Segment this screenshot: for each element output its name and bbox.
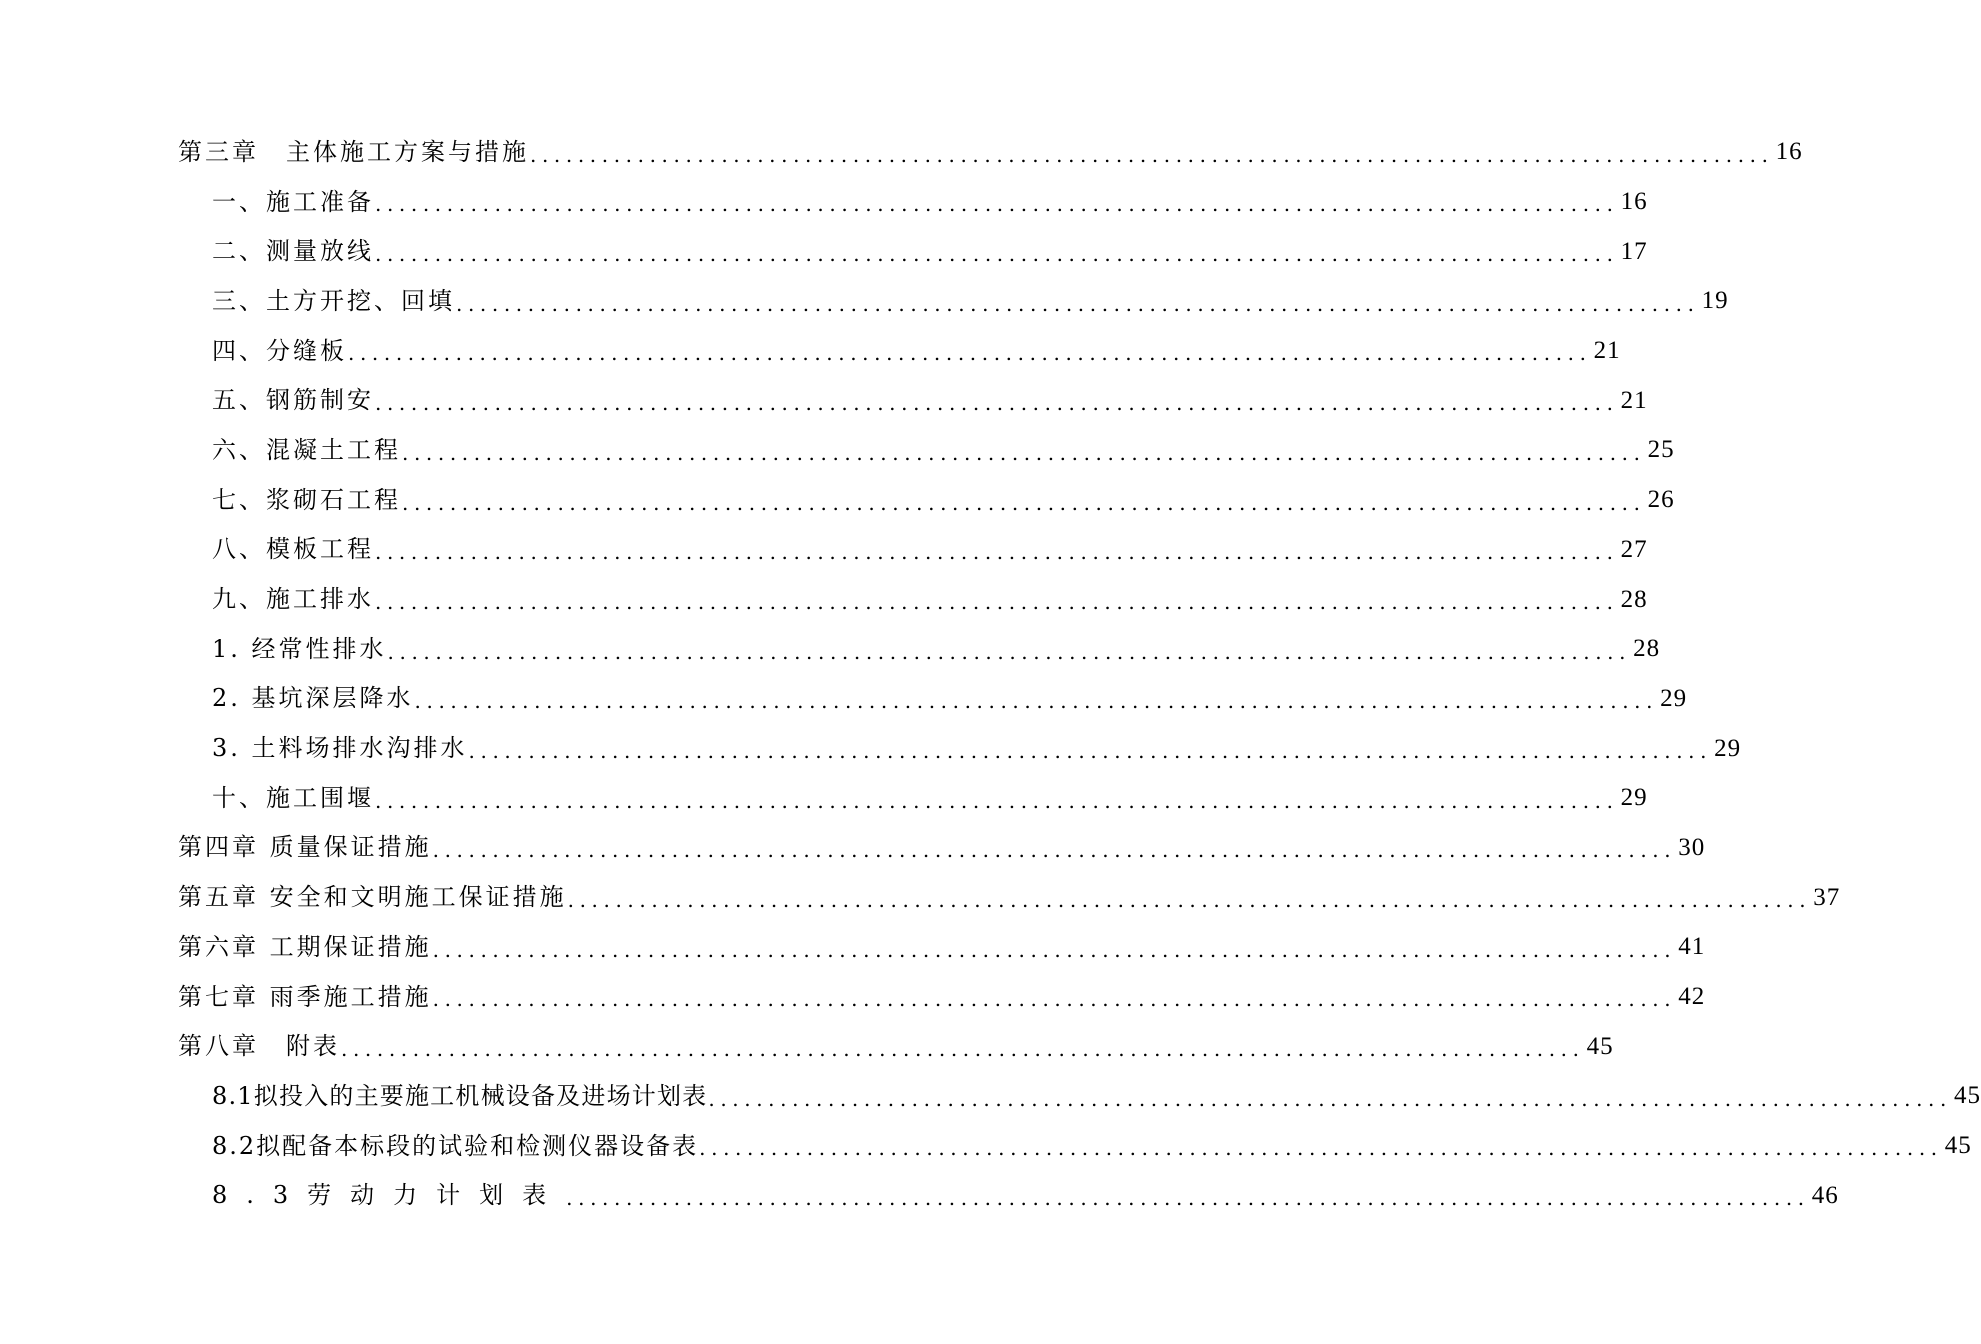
toc-leader-dots: ........................................................................................................ <box>468 738 1713 763</box>
toc-entry-page: 25 <box>1647 436 1675 464</box>
toc-entry-subsection-9-1[interactable] <box>0 624 1661 674</box>
toc-entry-title: 8.3劳动力计划表 <box>212 1181 566 1210</box>
toc-leader-dots: ........................................................................................................ <box>567 888 1812 912</box>
toc-entry-title: 四、分缝板 <box>212 336 347 365</box>
toc-entry-title: 8.1拟投入的主要施工机械设备及进场计划表 <box>212 1081 708 1110</box>
toc-entry-title: 五、钢筋制安 <box>212 386 374 415</box>
toc-entry-page: 41 <box>1678 933 1706 961</box>
toc-entry-page: 37 <box>1813 883 1841 911</box>
toc-leader-dots: ........................................................................................................ <box>432 937 1677 962</box>
toc-entry-title: 三、土方开挖、回填 <box>212 286 455 315</box>
toc-leader-dots: ........................................................................................................ <box>375 242 1619 267</box>
toc-entry-page: 29 <box>1714 734 1742 762</box>
toc-leader-dots: ........................................................................................................ <box>341 1037 1585 1062</box>
toc-entry-title: 3. 土料场排水沟排水 <box>212 734 468 763</box>
toc-entry-appendix-8-1[interactable] <box>0 1071 1981 1121</box>
toc-entry-page: 26 <box>1647 486 1675 514</box>
toc-entry-page: 46 <box>1811 1181 1839 1209</box>
toc-entry-page: 42 <box>1678 983 1706 1011</box>
toc-entry-section-9[interactable] <box>0 574 1648 624</box>
toc-entry-title: 一、施工准备 <box>212 187 374 216</box>
toc-leader-dots: ........................................................................................................ <box>375 540 1619 565</box>
toc-entry-section-4[interactable] <box>0 326 1621 376</box>
toc-leader-dots: ........................................................................................................ <box>699 1136 1943 1161</box>
toc-entry-appendix-8-3[interactable] <box>0 1170 1839 1220</box>
toc-entry-title: 第六章 工期保证措施 <box>178 932 432 961</box>
toc-entry-page: 28 <box>1633 635 1661 663</box>
toc-leader-dots: ........................................................................................................ <box>432 987 1677 1012</box>
toc-entry-title: 1. 经常性排水 <box>212 634 387 663</box>
toc-entry-page: 29 <box>1660 684 1688 712</box>
toc-entry-title: 第四章 质量保证措施 <box>178 833 432 862</box>
toc-entry-title: 8.2拟配备本标段的试验和检测仪器设备表 <box>212 1131 699 1160</box>
toc-entry-title: 2. 基坑深层降水 <box>212 684 414 713</box>
toc-entry-page: 17 <box>1620 237 1648 265</box>
toc-entry-page: 45 <box>1586 1032 1614 1060</box>
toc-entry-title: 六、混凝土工程 <box>212 435 401 464</box>
toc-leader-dots: ........................................................................................................ <box>456 291 1700 316</box>
toc-entry-page: 19 <box>1701 287 1729 315</box>
toc-entry-section-5[interactable] <box>0 375 1648 425</box>
toc-entry-page: 45 <box>1953 1082 1981 1110</box>
table-of-contents <box>0 127 1981 1220</box>
toc-entry-section-8[interactable] <box>0 525 1648 575</box>
toc-entry-appendix-8-2[interactable] <box>0 1121 1972 1171</box>
toc-entry-subsection-9-3[interactable] <box>0 723 1742 773</box>
toc-entry-title: 二、测量放线 <box>212 237 374 266</box>
toc-entry-page: 27 <box>1620 535 1648 563</box>
toc-entry-title: 第八章 附表 <box>178 1032 340 1061</box>
toc-entry-page: 21 <box>1620 386 1648 414</box>
toc-entry-page: 16 <box>1620 188 1648 216</box>
toc-leader-dots: ........................................................................................................ <box>375 192 1619 217</box>
toc-entry-page: 21 <box>1593 337 1621 365</box>
toc-entry-page: 45 <box>1944 1132 1972 1160</box>
toc-entry-chapter-5[interactable] <box>0 872 1841 922</box>
toc-leader-dots: ........................................................................................................ <box>402 440 1646 465</box>
toc-entry-page: 29 <box>1620 784 1648 812</box>
toc-entry-title: 八、模板工程 <box>212 535 374 564</box>
toc-entry-chapter-4[interactable] <box>0 823 1706 873</box>
toc-leader-dots: ........................................................................................................ <box>387 639 1632 664</box>
toc-entry-chapter-6[interactable] <box>0 922 1706 972</box>
toc-entry-title: 九、施工排水 <box>212 585 374 614</box>
toc-entry-title: 第七章 雨季施工措施 <box>178 982 432 1011</box>
toc-leader-dots: ........................................................................................................ <box>566 1186 1810 1211</box>
toc-leader-dots: ........................................................................................................ <box>348 341 1592 366</box>
toc-leader-dots: ........................................................................................................ <box>708 1086 1952 1111</box>
toc-leader-dots: ........................................................................................................ <box>375 391 1619 416</box>
toc-leader-dots: ........................................................................................................ <box>530 142 1774 167</box>
toc-leader-dots: ........................................................................................................ <box>402 490 1646 515</box>
toc-entry-title: 第三章 主体施工方案与措施 <box>178 137 529 166</box>
toc-entry-title: 十、施工围堰 <box>212 783 374 812</box>
toc-entry-title: 七、浆砌石工程 <box>212 485 401 514</box>
toc-entry-page: 16 <box>1775 138 1803 166</box>
toc-entry-page: 30 <box>1678 833 1706 861</box>
toc-entry-section-3[interactable] <box>0 276 1729 326</box>
toc-leader-dots: ........................................................................................................ <box>414 689 1659 714</box>
toc-leader-dots: ........................................................................................................ <box>432 838 1677 863</box>
toc-entry-section-6[interactable] <box>0 425 1675 475</box>
toc-entry-section-10[interactable] <box>0 773 1648 823</box>
toc-entry-chapter-3[interactable] <box>0 127 1803 177</box>
toc-leader-dots: ........................................................................................................ <box>375 589 1619 614</box>
toc-entry-title: 第五章 安全和文明施工保证措施 <box>178 883 567 912</box>
toc-leader-dots: ........................................................................................................ <box>375 788 1619 813</box>
toc-entry-subsection-9-2[interactable] <box>0 674 1688 724</box>
toc-entry-page: 28 <box>1620 585 1648 613</box>
toc-entry-section-7[interactable] <box>0 475 1675 525</box>
toc-entry-chapter-8[interactable] <box>0 1021 1614 1071</box>
toc-entry-chapter-7[interactable] <box>0 972 1706 1022</box>
toc-entry-section-1[interactable] <box>0 177 1648 227</box>
toc-entry-section-2[interactable] <box>0 226 1648 276</box>
